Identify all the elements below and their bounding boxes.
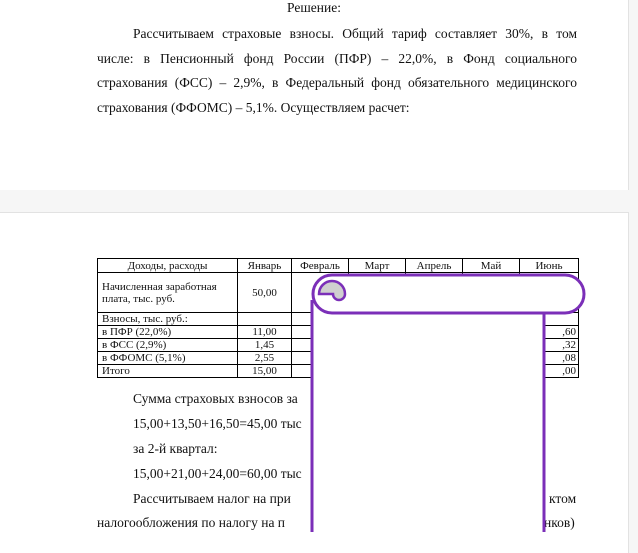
calc-q2-text: 15,00+21,00+24,00=60,00 тыс xyxy=(133,466,302,481)
row-label: Взносы, тыс. руб.: xyxy=(98,313,238,326)
row-label: в ФФОМС (5,1%) xyxy=(98,352,238,365)
row-label: в ПФР (22,0%) xyxy=(98,326,238,339)
table-row xyxy=(98,339,579,352)
table-row xyxy=(98,326,579,339)
document-page-1 xyxy=(0,0,629,190)
q2-label-text: за 2-й квартал: xyxy=(133,441,218,456)
column-header: Март xyxy=(349,259,406,273)
table-header-row xyxy=(98,259,579,273)
cell-january: 1,45 xyxy=(238,339,292,352)
cell-january: 15,00 xyxy=(238,365,292,378)
table-row xyxy=(98,313,579,326)
column-header: Апрель xyxy=(406,259,463,273)
calc-q1-text: 15,00+13,50+16,50=45,00 тыс xyxy=(133,416,302,431)
table-row xyxy=(98,273,579,313)
table-row xyxy=(98,365,579,378)
column-header: Февраль xyxy=(292,259,349,273)
row-label: Начисленная заработная плата, тыс. руб. xyxy=(98,273,238,313)
tax-text-right: ктом xyxy=(549,491,577,506)
solution-heading: Решение: xyxy=(287,0,341,15)
base-text-right: нков) xyxy=(544,515,575,530)
cell-june: ,08 xyxy=(520,352,579,365)
column-header: Май xyxy=(463,259,520,273)
cell-june: ,60 xyxy=(520,326,579,339)
cell-january: 11,00 xyxy=(238,326,292,339)
base-text-left: налогообложения по налогу на п xyxy=(97,515,286,530)
tax-text-left: Рассчитываем налог на при xyxy=(133,491,291,506)
row-label: в ФСС (2,9%) xyxy=(98,339,238,352)
column-header: Январь xyxy=(238,259,292,273)
table-row xyxy=(98,352,579,365)
row-label: Итого xyxy=(98,365,238,378)
cell-january: 2,55 xyxy=(238,352,292,365)
sum-q1-text: Сумма страховых взносов за xyxy=(133,391,298,406)
cell-june: ,00 xyxy=(520,365,579,378)
column-header: Июнь xyxy=(520,259,579,273)
column-header: Доходы, расходы xyxy=(98,259,238,273)
cell-june: ,32 xyxy=(520,339,579,352)
intro-paragraph: Рассчитываем страховые взносы. Общий тариф составляет 30%, в том числе: в Пенсионный фонд России (ПФР) – 22,0%, в Фонд социального страхования (ФСС) – 2,9%, в Федеральный фонд обязательного медицинского страхования (ФФОМС) – 5,1%. Осуществляем расчет: xyxy=(97,26,577,116)
contributions-table xyxy=(97,258,579,378)
cell-january: 50,00 xyxy=(238,273,292,313)
